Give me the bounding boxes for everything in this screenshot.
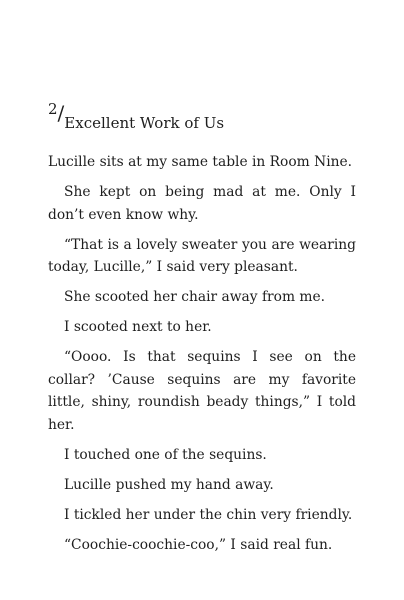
- paragraph: She kept on being mad at me. Only I don’t even know why.: [48, 184, 356, 223]
- chapter-title: Excellent Work of Us: [64, 114, 225, 132]
- chapter-body: [48, 151, 356, 564]
- paragraph: I touched one of the sequins.: [64, 446, 267, 463]
- paragraph: “Oooo. Is that sequins I see on the collar? ’Cause sequins are my favorite little, shiny, roundish beady things,” I told her.: [48, 349, 356, 433]
- chapter-slash: /: [57, 101, 65, 125]
- chapter-number: 2: [48, 100, 58, 118]
- paragraph: She scooted her chair away from me.: [64, 289, 326, 305]
- paragraph: “Coochie-coochie-coo,” I said real fun.: [64, 536, 333, 553]
- paragraph: Lucille pushed my hand away.: [64, 476, 274, 493]
- paragraph: “That is a lovely sweater you are wearing today, Lucille,” I said very pleasant.: [48, 236, 356, 275]
- paragraph: Lucille sits at my same table in Room Nine.: [48, 154, 353, 170]
- chapter-heading: [48, 100, 225, 132]
- paragraph: I tickled her under the chin very friendly.: [64, 506, 353, 523]
- paragraph: I scooted next to her.: [64, 319, 212, 335]
